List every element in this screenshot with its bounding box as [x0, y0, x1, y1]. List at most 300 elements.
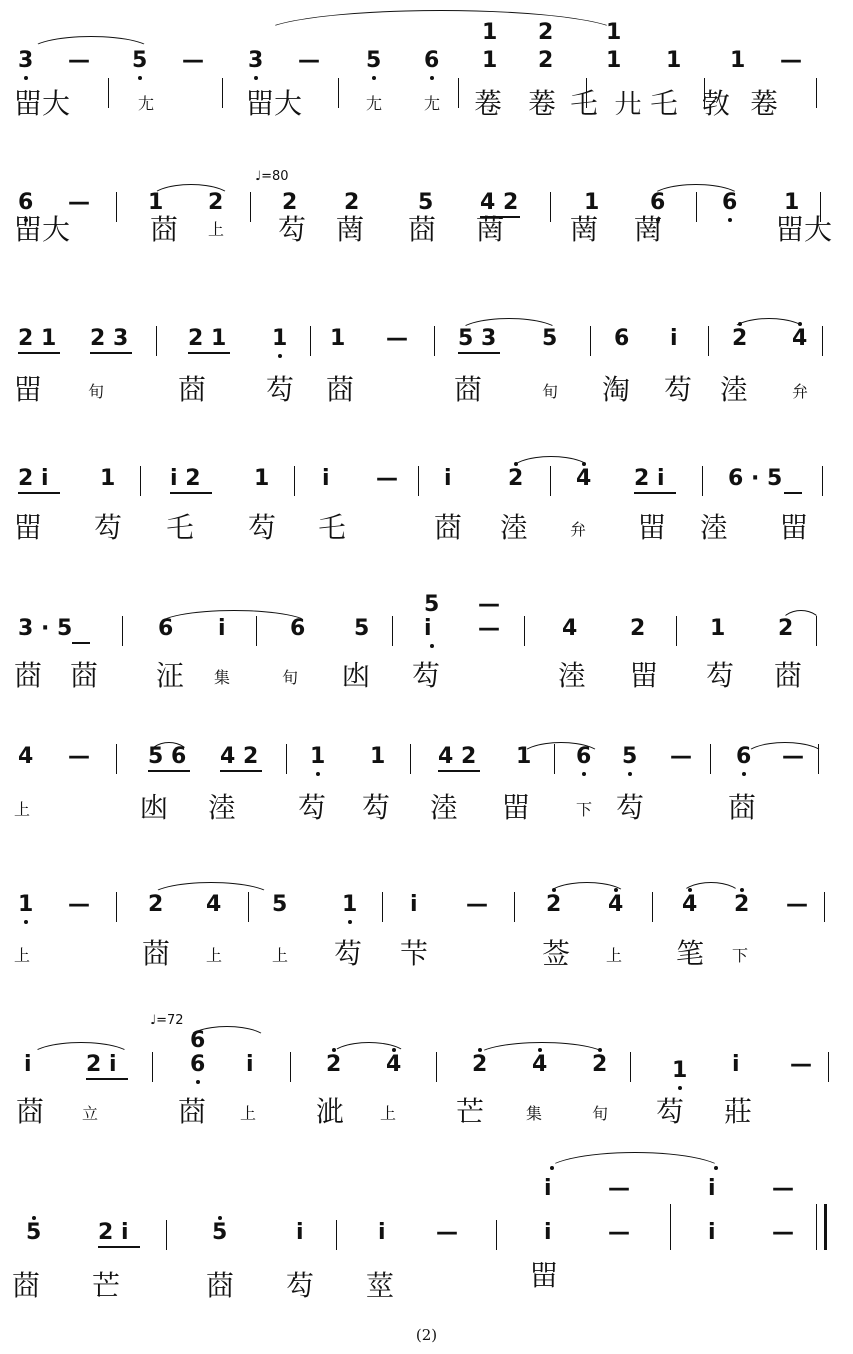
note: 6 [736, 744, 752, 769]
note: i [424, 616, 432, 641]
high-octave-dot [332, 1048, 336, 1052]
barline [816, 616, 817, 646]
note: 2 3 [90, 326, 129, 351]
note: — [466, 892, 488, 917]
tab-char: 芶 [706, 659, 735, 692]
tab-char: 乇 [166, 511, 195, 544]
tab-char: 上 [208, 220, 225, 239]
low-octave-dot [628, 772, 632, 776]
note: — [68, 190, 90, 215]
note: — [68, 744, 90, 769]
underline [188, 352, 230, 354]
tab-char: 芶 [248, 511, 277, 544]
note: 4 [18, 744, 34, 769]
barline [554, 744, 555, 774]
barline [524, 616, 525, 646]
note: 6 [18, 190, 34, 215]
low-octave-dot [372, 76, 376, 80]
upper-note: 2 [538, 20, 554, 45]
tab-char: 𢌬 [614, 87, 643, 120]
notation-line [10, 1194, 845, 1245]
barline [652, 892, 653, 922]
note: 1 [606, 48, 622, 73]
final-barline [824, 1204, 827, 1250]
note: 1 [516, 744, 532, 769]
tab-char: 莔 [326, 373, 355, 406]
tablature-line [10, 792, 845, 832]
note: 1 [272, 326, 288, 351]
note: 2 i [98, 1220, 129, 1245]
barline [818, 744, 819, 774]
barline [550, 466, 551, 496]
note: i [544, 1220, 552, 1245]
low-octave-dot [278, 354, 282, 358]
tab-char: 㽞 [14, 373, 43, 406]
tab-char: 㽞大 [14, 213, 71, 246]
tempo-marking: ♩=72 [150, 1013, 184, 1028]
tab-char: 芶 [664, 373, 693, 406]
high-octave-dot [218, 1216, 222, 1220]
barline [392, 616, 393, 646]
note: 2 [344, 190, 360, 215]
underline [72, 642, 90, 644]
note: 2 [538, 48, 554, 73]
note: — [386, 326, 408, 351]
tab-char: 莔 [434, 511, 463, 544]
note: i [24, 1052, 32, 1077]
high-octave-dot [582, 462, 586, 466]
note: — [182, 48, 204, 73]
upper-note: — [478, 592, 500, 617]
note: i [708, 1220, 716, 1245]
high-octave-dot [798, 322, 802, 326]
low-octave-dot [582, 772, 586, 776]
note: — [780, 48, 802, 73]
high-octave-dot [688, 888, 692, 892]
note: i [732, 1052, 740, 1077]
system-4 [10, 440, 845, 560]
underline [634, 492, 676, 494]
barline [710, 744, 711, 774]
barline [822, 466, 823, 496]
underline [18, 492, 60, 494]
note: 5 [622, 744, 638, 769]
note: 4 [682, 892, 698, 917]
note: 4 2 [220, 744, 259, 769]
tab-char: 乇 [650, 87, 679, 120]
upper-note: 1 [482, 20, 498, 45]
system-7 [10, 860, 845, 980]
note: 2 [208, 190, 224, 215]
tab-char: 泟 [156, 659, 185, 692]
note: 6 · 5 [728, 466, 783, 491]
tab-char: 莔 [142, 937, 171, 970]
barline [436, 1052, 437, 1082]
note: 4 [562, 616, 578, 641]
tab-char: 尢 [138, 94, 155, 113]
barline [670, 1204, 671, 1250]
note: 6 [650, 190, 666, 215]
note: 6 [722, 190, 738, 215]
note: 2 i [634, 466, 665, 491]
note: 1 [584, 190, 600, 215]
tab-char: 莔 [728, 791, 757, 824]
note: i [670, 326, 678, 351]
low-octave-dot [742, 772, 746, 776]
tab-char: 上 [14, 946, 31, 965]
tab-char: 芶 [266, 373, 295, 406]
low-octave-dot [348, 920, 352, 924]
tab-char: 芶 [286, 1269, 315, 1302]
tab-char: 尢 [424, 94, 441, 113]
tab-char: 下 [732, 946, 749, 965]
tab-char: 上 [606, 946, 623, 965]
barline [122, 616, 123, 646]
barline [140, 466, 141, 496]
tab-char: 菵 [476, 213, 505, 246]
underline [148, 770, 190, 772]
page-number: (2) [415, 1326, 438, 1344]
note: 5 [542, 326, 558, 351]
underline [784, 492, 802, 494]
tab-char: 芶 [362, 791, 391, 824]
barline [822, 326, 823, 356]
barline [676, 616, 677, 646]
high-octave-dot [514, 462, 518, 466]
tab-char: 莔 [178, 1095, 207, 1128]
underline [90, 352, 132, 354]
tab-char: 旬 [88, 382, 105, 401]
tab-char: 芶 [298, 791, 327, 824]
note: — [478, 616, 500, 641]
notation-line [10, 882, 845, 918]
tab-char: 㽞 [502, 791, 531, 824]
high-octave-dot [738, 322, 742, 326]
system-3 [10, 310, 845, 430]
tab-char: 莔 [12, 1269, 41, 1302]
barline [290, 1052, 291, 1082]
barline [702, 466, 703, 496]
barline [248, 892, 249, 922]
note: 1 [482, 48, 498, 73]
barline [828, 1052, 829, 1082]
tab-char: 淕 [430, 791, 459, 824]
tab-char: 㽞 [14, 511, 43, 544]
note: — [298, 48, 320, 73]
tab-char: 莔 [454, 373, 483, 406]
note: 4 [792, 326, 808, 351]
low-octave-dot [678, 1086, 682, 1090]
note: — [436, 1220, 458, 1245]
note: 6 [614, 326, 630, 351]
note: 2 i [86, 1052, 117, 1077]
tab-char: 莔 [178, 373, 207, 406]
tab-char: 莔 [150, 213, 179, 246]
high-octave-dot [538, 1048, 542, 1052]
tab-char: 菵 [336, 213, 365, 246]
note: — [68, 892, 90, 917]
note: 1 [730, 48, 746, 73]
note: i [444, 466, 452, 491]
low-octave-dot [138, 76, 142, 80]
note: 2 i [18, 466, 49, 491]
tab-char: 㽞大 [14, 87, 71, 120]
upper-note: i [708, 1176, 716, 1201]
tab-char: 莔 [14, 659, 43, 692]
system-1 [10, 10, 845, 130]
low-octave-dot [24, 76, 28, 80]
note: 2 1 [18, 326, 57, 351]
tablature-line [10, 86, 845, 126]
barline [434, 326, 435, 356]
tab-char: 㽞大 [776, 213, 833, 246]
note: 5 [272, 892, 288, 917]
underline [170, 492, 212, 494]
high-octave-dot [550, 1166, 554, 1170]
tab-char: 淕 [700, 511, 729, 544]
upper-note: 5 [424, 592, 440, 617]
tab-char: 上 [272, 946, 289, 965]
note: 1 [18, 892, 34, 917]
tab-char: 莔 [774, 659, 803, 692]
note: 2 [778, 616, 794, 641]
note: 6 [190, 1052, 206, 1077]
tab-char: 莔 [408, 213, 437, 246]
tab-char: 菵 [634, 213, 663, 246]
low-octave-dot [316, 772, 320, 776]
note: — [782, 744, 804, 769]
note: i 2 [170, 466, 201, 491]
upper-note: — [772, 1176, 794, 1201]
note: 5 [132, 48, 148, 73]
tempo-marking: ♩=80 [255, 169, 289, 184]
tab-char: 上 [380, 1104, 397, 1123]
barline [382, 892, 383, 922]
note: i [410, 892, 418, 917]
barline [286, 744, 287, 774]
note: 6 [424, 48, 440, 73]
tablature-line [10, 1259, 845, 1310]
tab-char: 㽞 [630, 659, 659, 692]
barline [156, 326, 157, 356]
tab-char: 淘 [602, 373, 631, 406]
tab-char: 立 [82, 1104, 99, 1123]
tab-char: 芒 [92, 1269, 121, 1302]
tab-char: 淕 [558, 659, 587, 692]
underline [458, 352, 500, 354]
note: 3 [248, 48, 264, 73]
tab-char: 莔 [16, 1095, 45, 1128]
underline [438, 770, 480, 772]
barline [336, 1220, 337, 1250]
tab-char: 芒 [456, 1095, 485, 1128]
tab-char: 菤 [474, 87, 503, 120]
tab-char: 乇 [318, 511, 347, 544]
tab-char: 凼 [342, 659, 371, 692]
underline [18, 352, 60, 354]
tab-char: 下 [576, 800, 593, 819]
notation-line [10, 1046, 845, 1082]
note: 2 [472, 1052, 488, 1077]
low-octave-dot [430, 644, 434, 648]
note: — [786, 892, 808, 917]
tab-char: 㽞 [530, 1259, 559, 1292]
tab-char: 淕 [500, 511, 529, 544]
note: — [68, 48, 90, 73]
note: i [218, 616, 226, 641]
high-octave-dot [478, 1048, 482, 1052]
note: 5 3 [458, 326, 497, 351]
tab-char: 尢 [366, 94, 383, 113]
barline [708, 326, 709, 356]
barline [514, 892, 515, 922]
note: 1 [370, 744, 386, 769]
barline [630, 1052, 631, 1082]
notation-line [10, 326, 845, 362]
tab-char: 上 [240, 1104, 257, 1123]
low-octave-dot [196, 1080, 200, 1084]
note: — [790, 1052, 812, 1077]
note: i [296, 1220, 304, 1245]
note: 6 [158, 616, 174, 641]
note: 2 1 [188, 326, 227, 351]
note: 2 [282, 190, 298, 215]
note: 1 [710, 616, 726, 641]
barline [590, 326, 591, 356]
note: 1 [672, 1058, 688, 1083]
system-8 [10, 1006, 845, 1126]
note: 2 [148, 892, 164, 917]
tab-char: 芶 [616, 791, 645, 824]
tab-char: 芶 [278, 213, 307, 246]
note: — [772, 1220, 794, 1245]
slur [544, 1152, 726, 1173]
low-octave-dot [24, 920, 28, 924]
barline [294, 466, 295, 496]
barline [410, 744, 411, 774]
note: 4 [576, 466, 592, 491]
tab-char: 凼 [140, 791, 169, 824]
note: 4 2 [438, 744, 477, 769]
note: 4 [608, 892, 624, 917]
system-5 [10, 580, 845, 700]
tab-char: 旬 [592, 1104, 609, 1123]
note: 1 [666, 48, 682, 73]
tab-char: 泚 [316, 1095, 345, 1128]
high-octave-dot [714, 1166, 718, 1170]
high-octave-dot [32, 1216, 36, 1220]
note: 5 [418, 190, 434, 215]
note: 6 [576, 744, 592, 769]
tab-char: 乇 [570, 87, 599, 120]
tablature-line [10, 512, 845, 552]
tab-char: 莔 [206, 1269, 235, 1302]
barline [418, 466, 419, 496]
low-octave-dot [430, 76, 434, 80]
note: 1 [330, 326, 346, 351]
note: 5 [212, 1220, 228, 1245]
tab-char: 弁 [792, 382, 809, 401]
tab-char: 㪍 [702, 87, 731, 120]
notation-line [10, 616, 845, 652]
note: 2 [630, 616, 646, 641]
tab-char: 集 [214, 668, 231, 687]
note: i [246, 1052, 254, 1077]
note: i [322, 466, 330, 491]
note: 2 [732, 326, 748, 351]
note: 5 [26, 1220, 42, 1245]
tab-char: 芶 [656, 1095, 685, 1128]
barline [152, 1052, 153, 1082]
tablature-line [10, 1096, 845, 1136]
system-2 [10, 160, 845, 280]
system-9 [10, 1150, 845, 1302]
tab-char: 菤 [750, 87, 779, 120]
upper-note: i [544, 1176, 552, 1201]
barline [816, 1204, 817, 1250]
tab-char: 集 [526, 1104, 543, 1123]
note: 4 [386, 1052, 402, 1077]
tab-char: 弁 [570, 520, 587, 539]
note: 5 [354, 616, 370, 641]
tab-char: 芶 [412, 659, 441, 692]
note: i [378, 1220, 386, 1245]
notation-line [10, 744, 845, 780]
note: 1 [310, 744, 326, 769]
tab-char: 菤 [528, 87, 557, 120]
note: 2 [508, 466, 524, 491]
high-octave-dot [552, 888, 556, 892]
note: 2 [734, 892, 750, 917]
tab-char: 菵 [570, 213, 599, 246]
note: 5 6 [148, 744, 187, 769]
note: — [608, 1220, 630, 1245]
barline [496, 1220, 497, 1250]
tab-char: 莶 [542, 937, 571, 970]
tab-char: 笔 [676, 937, 705, 970]
tab-char: 芶 [334, 937, 363, 970]
note: 1 [254, 466, 270, 491]
tab-char: 淕 [208, 791, 237, 824]
tab-char: 旬 [542, 382, 559, 401]
barline [310, 326, 311, 356]
note: 3 [18, 48, 34, 73]
tab-char: 㽞大 [246, 87, 303, 120]
tab-char: 芶 [94, 511, 123, 544]
tablature-line [10, 660, 845, 700]
note: — [376, 466, 398, 491]
barline [116, 744, 117, 774]
tab-char: 上 [14, 800, 31, 819]
notation-line [10, 42, 845, 78]
notation-line [10, 466, 845, 502]
high-octave-dot [740, 888, 744, 892]
upper-note: 1 [606, 20, 622, 45]
underline [220, 770, 262, 772]
tablature-line [10, 212, 845, 252]
tab-char: 㽞 [780, 511, 809, 544]
tab-char: 旬 [282, 668, 299, 687]
barline [166, 1220, 167, 1250]
high-octave-dot [614, 888, 618, 892]
barline [256, 616, 257, 646]
barline [116, 892, 117, 922]
tab-char: 莔 [70, 659, 99, 692]
tab-char: 淕 [720, 373, 749, 406]
barline [824, 892, 825, 922]
note: 4 [206, 892, 222, 917]
note: 3 · 5 [18, 616, 73, 641]
